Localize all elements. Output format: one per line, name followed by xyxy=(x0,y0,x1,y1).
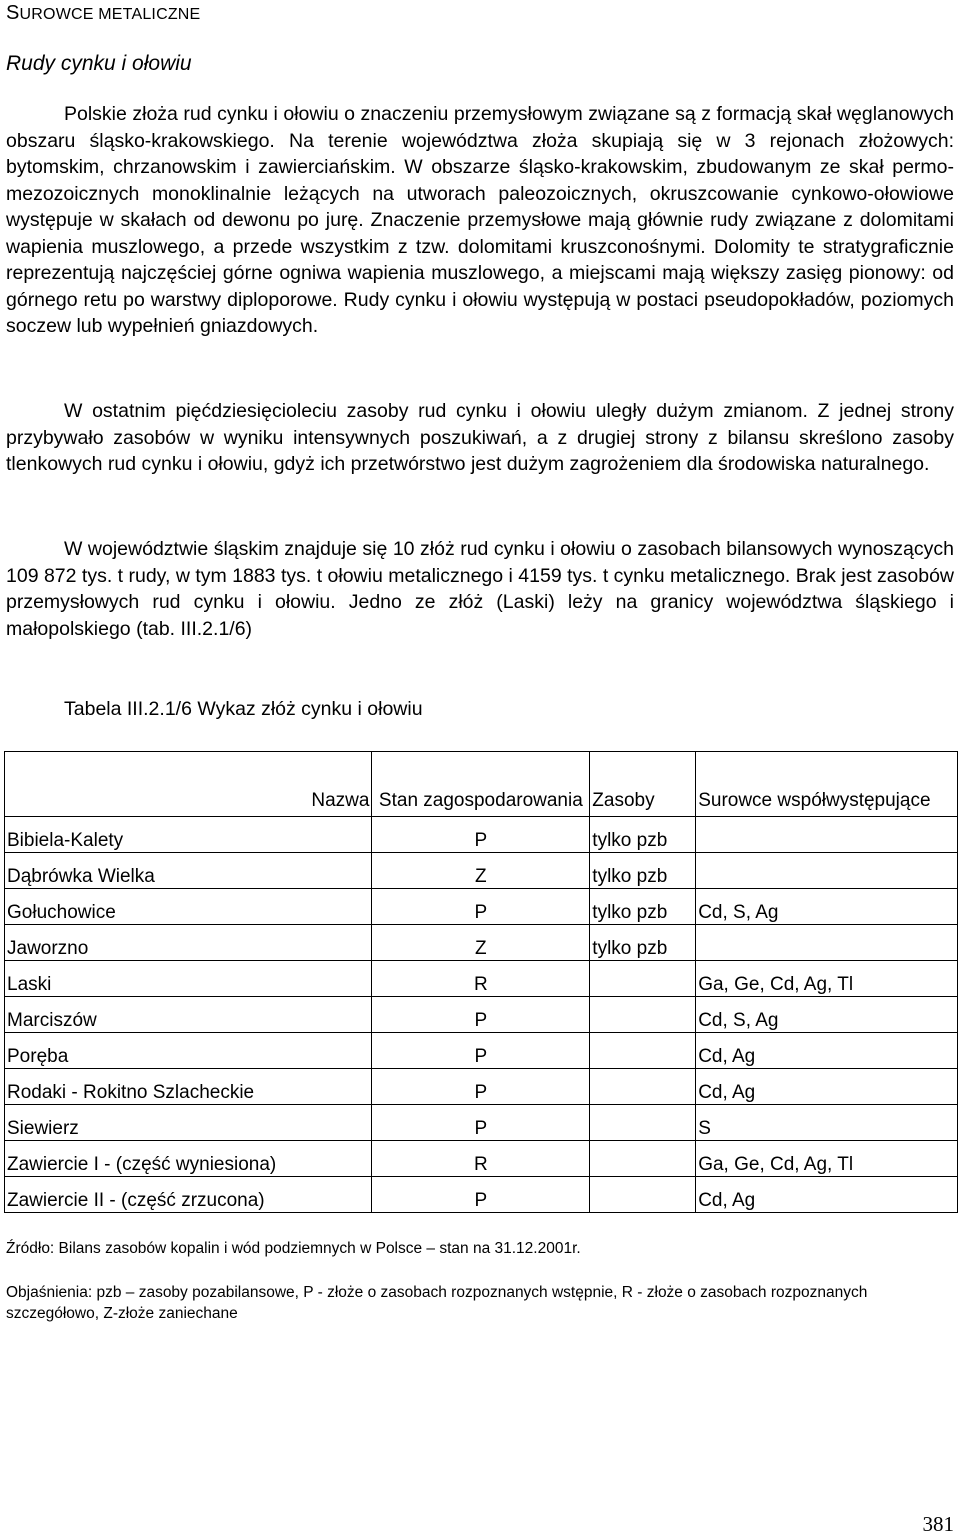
table-header-row xyxy=(5,752,958,817)
table-row xyxy=(5,889,958,925)
cell-name: Siewierz xyxy=(5,1105,372,1141)
cell-resources xyxy=(590,961,696,997)
cell-minerals xyxy=(696,925,958,961)
cell-minerals: Cd, Ag xyxy=(696,1069,958,1105)
cell-resources: tylko pzb xyxy=(590,853,696,889)
header-resources: Zasoby xyxy=(590,752,696,817)
section-title xyxy=(6,2,200,25)
table-notes: Objaśnienia: pzb – zasoby pozabilansowe, P - złoże o zasobach rozpoznanych wstępnie, R - złoże o zasobach rozpoznanych szczegółowo, Z-złoże zaniechane xyxy=(6,1284,868,1322)
cell-resources xyxy=(590,1033,696,1069)
page-number: 381 xyxy=(922,1512,954,1536)
table-caption: Tabela III.2.1/6 Wykaz złóż cynku i ołowiu xyxy=(64,698,423,720)
cell-resources xyxy=(590,997,696,1033)
table-row xyxy=(5,1141,958,1177)
cell-name: Dąbrówka Wielka xyxy=(5,853,372,889)
cell-resources: tylko pzb xyxy=(590,817,696,853)
paragraph-silesian-resources: W województwie śląskim znajduje się 10 złóż rud cynku i ołowiu o zasobach bilansowych wynoszących 109 872 tys. t rudy, w tym 1883 tys. t ołowiu metalicznego i 4159 tys. t cynku metalicznego. Brak jest zasobów przemysłowych rud cynku i ołowiu. Jedno ze złóż (Laski) leży na granicy województwa śląskiego i małopolskiego (tab. III.2.1/6) xyxy=(6,538,955,640)
cell-minerals: Ga, Ge, Cd, Ag, Tl xyxy=(696,1141,958,1177)
cell-minerals: Cd, Ag xyxy=(696,1177,958,1213)
section-title-initial: S xyxy=(6,2,20,24)
table-row xyxy=(5,997,958,1033)
table-row xyxy=(5,853,958,889)
cell-state: Z xyxy=(372,853,590,889)
paragraph-deposits-overview: Polskie złoża rud cynku i ołowiu o znaczeniu przemysłowym związane są z formacją skał węglanowych obszaru śląsko-krakowskiego. Na terenie województwa złoża skupiają się w 3 rejonach złożowych: bytomskim, chrzanowskim i zawierciańskim. W obszarze śląsko-krakowskim, zbudowanym ze skał permo-mezozoicznych monoklinalnie leżących na utworach paleozoicznych, okruszcowanie cynkowo-ołowiowe występuje w skałach od dewonu po jurę. Znaczenie przemysłowe mają głównie rudy związane z dolomitami wapienia muszlowego, a przede wszystkim z tzw. dolomitami kruszconośnymi. Dolomity te stratygraficznie reprezentują najczęściej górne ogniwa wapienia muszlowego, a miejscami mają większy zasięg pionowy: od górnego retu po warstwy diploporowe. Rudy cynku i ołowiu występują w postaci pseudopokładów, poziomych soczew lub wypełnień gniazdowych. xyxy=(6,103,954,337)
table-row xyxy=(5,1033,958,1069)
header-minerals: Surowce współwystępujące xyxy=(696,752,958,817)
table-source: Źródło: Bilans zasobów kopalin i wód podziemnych w Polsce – stan na 31.12.2001r. xyxy=(6,1240,581,1257)
cell-state: P xyxy=(372,997,590,1033)
cell-state: P xyxy=(372,817,590,853)
cell-name: Laski xyxy=(5,961,372,997)
cell-name: Gołuchowice xyxy=(5,889,372,925)
header-name: Nazwa xyxy=(5,752,372,817)
cell-state: R xyxy=(372,961,590,997)
cell-state: P xyxy=(372,1069,590,1105)
cell-minerals xyxy=(696,853,958,889)
cell-minerals: Cd, S, Ag xyxy=(696,997,958,1033)
section-title-rest: UROWCE METALICZNE xyxy=(19,6,201,23)
table-row xyxy=(5,1069,958,1105)
cell-state: P xyxy=(372,1105,590,1141)
table-row xyxy=(5,925,958,961)
cell-minerals: Cd, S, Ag xyxy=(696,889,958,925)
cell-state: P xyxy=(372,889,590,925)
table-row xyxy=(5,1177,958,1213)
cell-resources: tylko pzb xyxy=(590,889,696,925)
header-state: Stan zagospodarowania xyxy=(372,752,590,817)
paragraph-resource-changes: W ostatnim pięćdziesięcioleciu zasoby rud cynku i ołowiu uległy dużym zmianom. Z jednej strony przybywało zasobów w wyniku intensywnych poszukiwań, a z drugiej strony z bilansu skreślono zasoby tlenkowych rud cynku i ołowiu, gdyż ich przetwórstwo jest dużym zagrożeniem dla środowiska naturalnego. xyxy=(6,400,954,475)
cell-name: Marciszów xyxy=(5,997,372,1033)
subtitle: Rudy cynku i ołowiu xyxy=(6,52,192,75)
cell-state: P xyxy=(372,1177,590,1213)
cell-name: Poręba xyxy=(5,1033,372,1069)
table-row xyxy=(5,1105,958,1141)
cell-state: R xyxy=(372,1141,590,1177)
table-row xyxy=(5,817,958,853)
cell-resources xyxy=(590,1069,696,1105)
cell-name: Zawiercie II - (część zrzucona) xyxy=(5,1177,372,1213)
cell-minerals: Ga, Ge, Cd, Ag, Tl xyxy=(696,961,958,997)
cell-minerals xyxy=(696,817,958,853)
cell-name: Bibiela-Kalety xyxy=(5,817,372,853)
cell-name: Zawiercie I - (część wyniesiona) xyxy=(5,1141,372,1177)
cell-resources xyxy=(590,1177,696,1213)
cell-minerals: S xyxy=(696,1105,958,1141)
cell-resources: tylko pzb xyxy=(590,925,696,961)
cell-state: P xyxy=(372,1033,590,1069)
table-row xyxy=(5,961,958,997)
cell-resources xyxy=(590,1141,696,1177)
cell-name: Rodaki - Rokitno Szlacheckie xyxy=(5,1069,372,1105)
deposits-table xyxy=(4,751,958,1213)
cell-minerals: Cd, Ag xyxy=(696,1033,958,1069)
cell-resources xyxy=(590,1105,696,1141)
cell-name: Jaworzno xyxy=(5,925,372,961)
cell-state: Z xyxy=(372,925,590,961)
